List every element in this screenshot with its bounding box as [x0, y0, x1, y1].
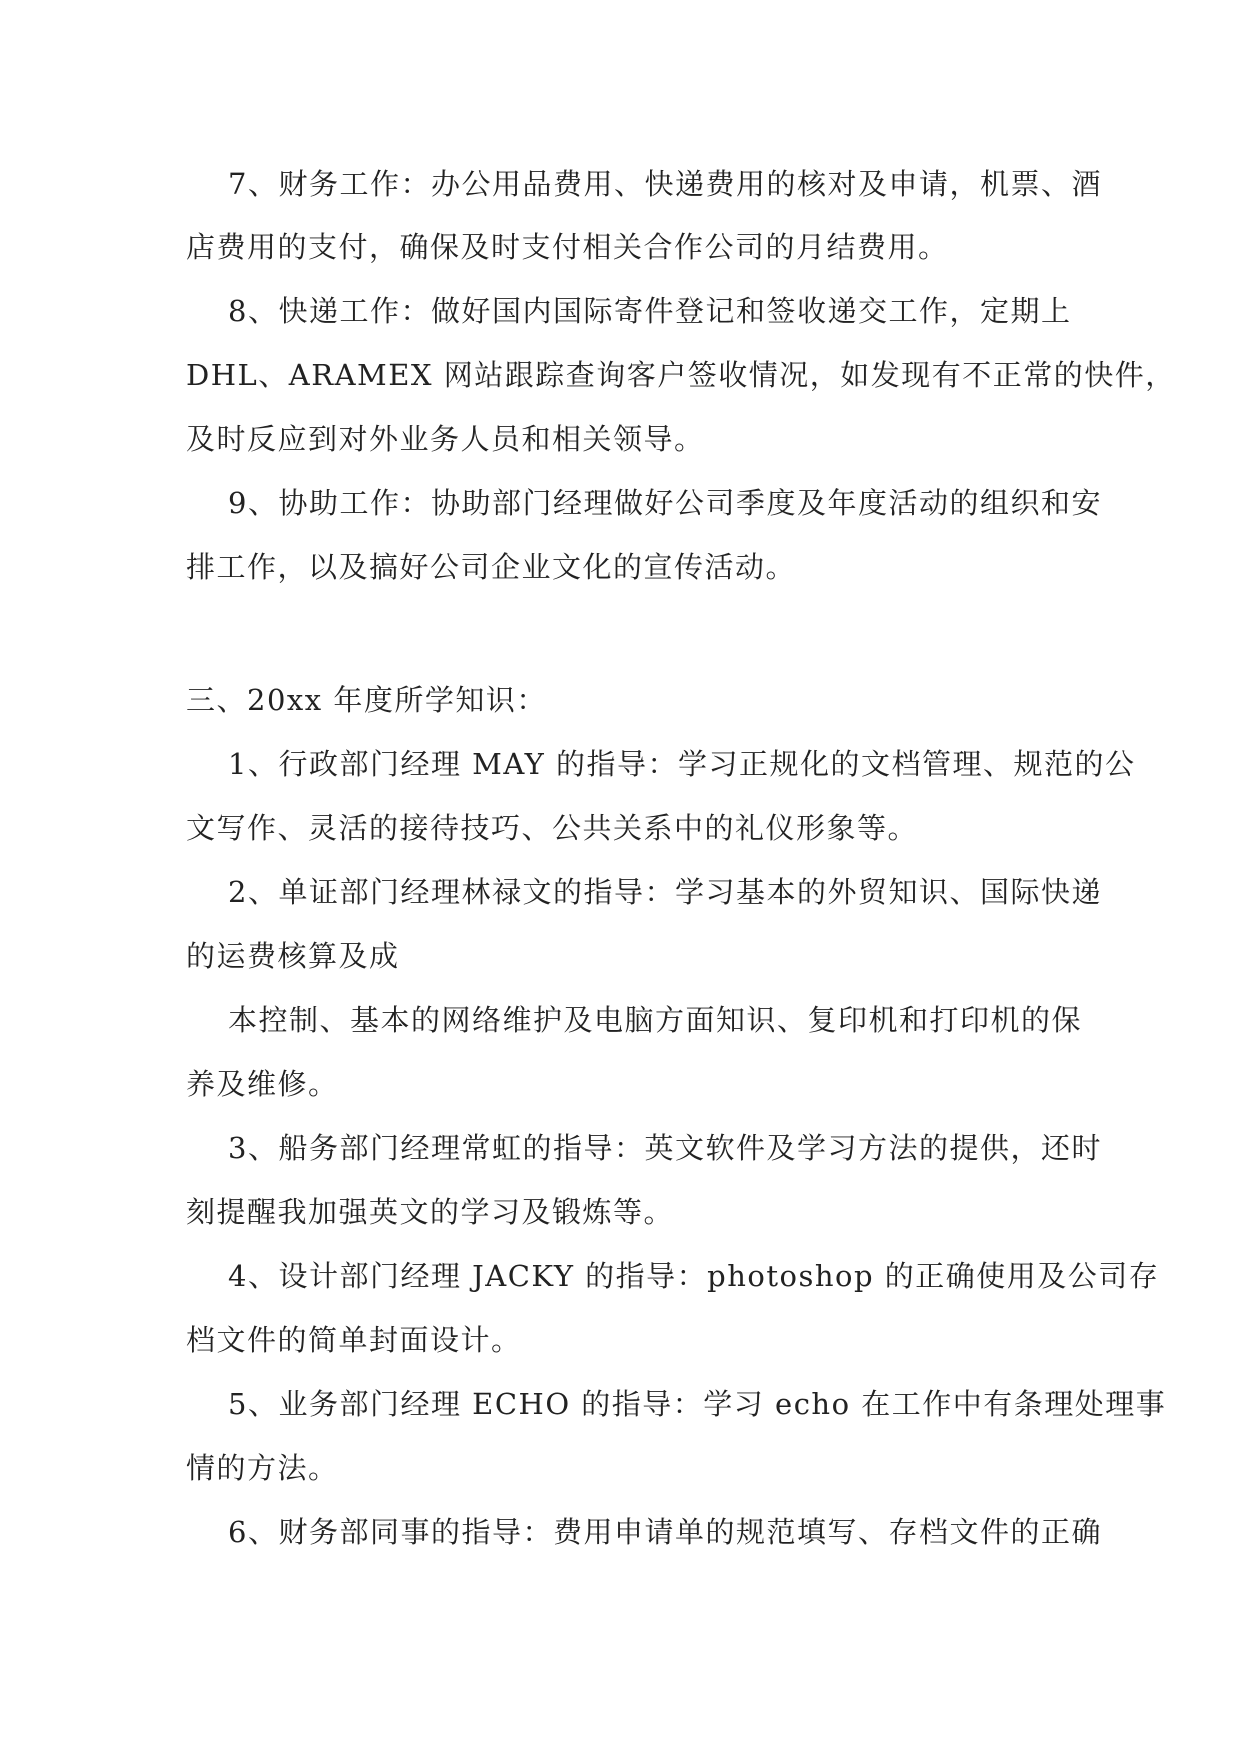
paragraph-line: 的运费核算及成 — [186, 939, 400, 973]
paragraph-line: 8、快递工作：做好国内国际寄件登记和签收递交工作，定期上 — [228, 294, 1072, 328]
paragraph-line: 本控制、基本的网络维护及电脑方面知识、复印机和打印机的保 — [228, 1003, 1083, 1037]
paragraph-line: 店费用的支付，确保及时支付相关合作公司的月结费用。 — [186, 230, 949, 264]
paragraph-line: 养及维修。 — [186, 1067, 339, 1101]
paragraph-line: 3、船务部门经理常虹的指导：英文软件及学习方法的提供，还时 — [228, 1131, 1102, 1165]
paragraph-line: 档文件的简单封面设计。 — [186, 1323, 522, 1357]
paragraph-line: 刻提醒我加强英文的学习及锻炼等。 — [186, 1195, 675, 1229]
paragraph-line: 文写作、灵活的接待技巧、公共关系中的礼仪形象等。 — [186, 811, 919, 845]
paragraph-line: 及时反应到对外业务人员和相关领导。 — [186, 422, 705, 456]
paragraph-line: 1、行政部门经理 MAY 的指导：学习正规化的文档管理、规范的公 — [228, 747, 1136, 781]
paragraph-line: 2、单证部门经理林禄文的指导：学习基本的外贸知识、国际快递 — [228, 875, 1102, 909]
paragraph-line: DHL、ARAMEX 网站跟踪查询客户签收情况，如发现有不正常的快件， — [186, 358, 1176, 392]
paragraph-line: 9、协助工作：协助部门经理做好公司季度及年度活动的组织和安 — [228, 486, 1102, 520]
paragraph-line: 4、设计部门经理 JACKY 的指导：photoshop 的正确使用及公司存 — [228, 1259, 1160, 1293]
paragraph-line: 5、业务部门经理 ECHO 的指导：学习 echo 在工作中有条理处理事 — [228, 1387, 1167, 1421]
section-heading: 三、20xx 年度所学知识： — [186, 683, 547, 717]
paragraph-line: 6、财务部同事的指导：费用申请单的规范填写、存档文件的正确 — [228, 1515, 1102, 1549]
paragraph-line: 情的方法。 — [186, 1451, 339, 1485]
paragraph-line: 排工作，以及搞好公司企业文化的宣传活动。 — [186, 550, 797, 584]
paragraph-line: 7、财务工作：办公用品费用、快递费用的核对及申请，机票、酒 — [228, 167, 1102, 201]
